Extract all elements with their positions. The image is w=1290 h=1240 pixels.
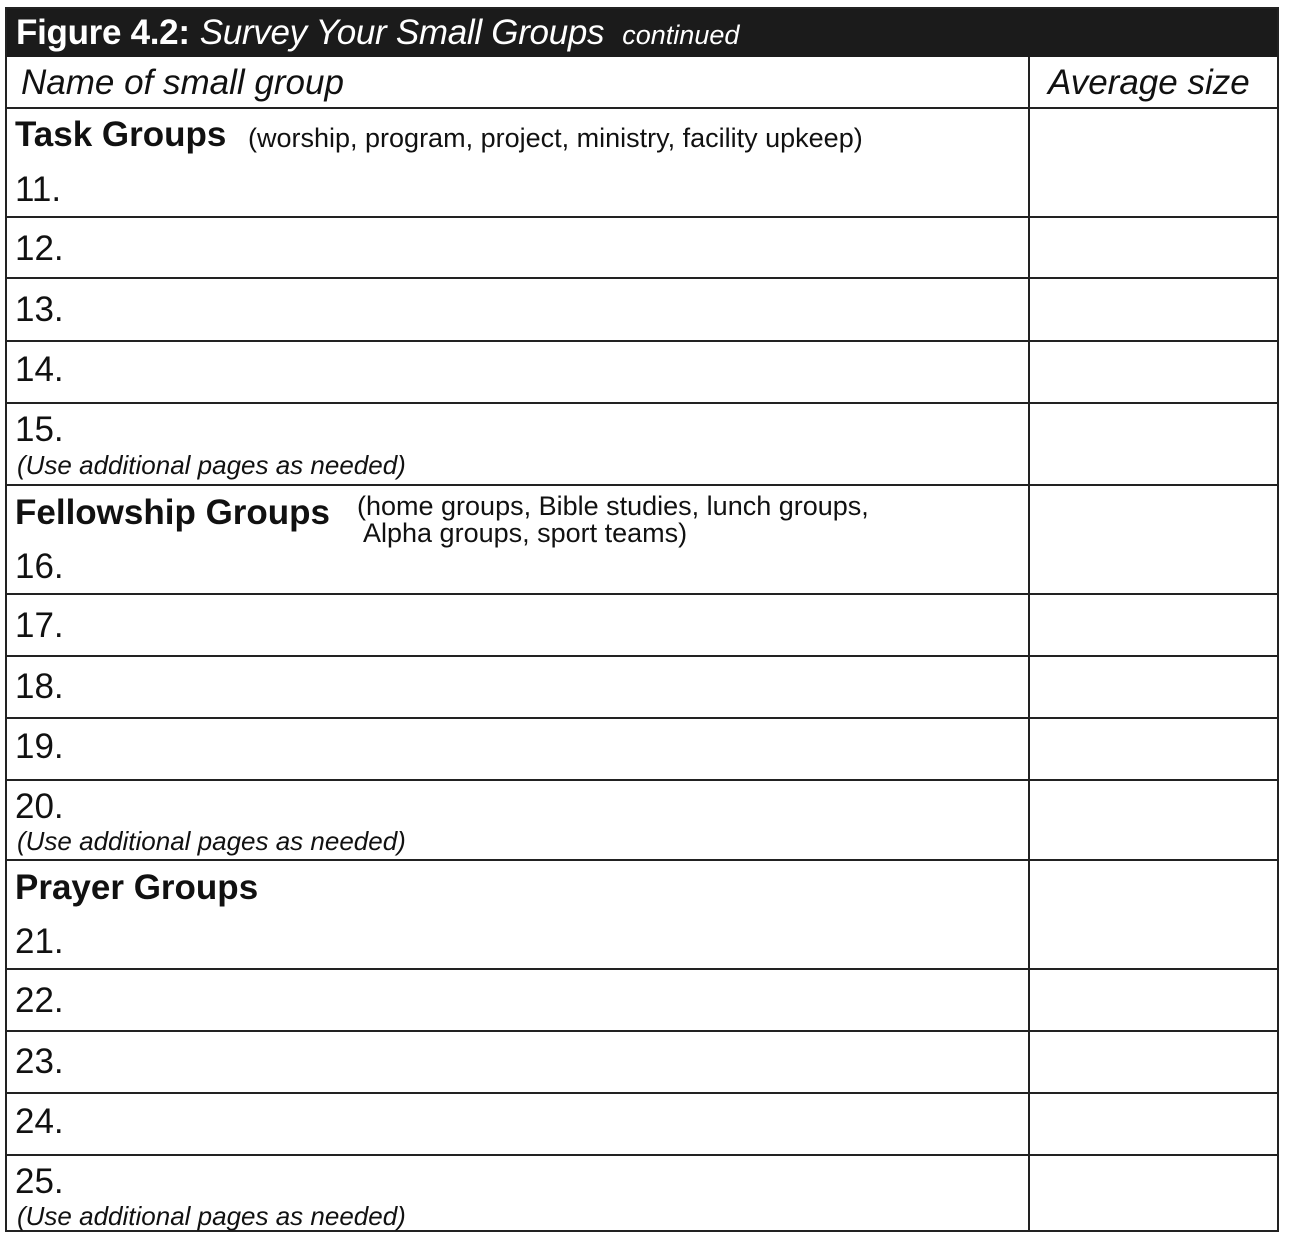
column-header-average-size: Average size — [1048, 63, 1250, 102]
section-description-fellowship-groups-line1: (home groups, Bible studies, lunch groups, — [357, 491, 869, 521]
section-title-prayer-groups: Prayer Groups — [15, 868, 259, 907]
row-number-18: 18. — [15, 667, 64, 706]
row-number-16: 16. — [15, 547, 64, 586]
row-number-21: 21. — [15, 922, 64, 961]
additional-pages-note: (Use additional pages as needed) — [17, 1201, 406, 1231]
row-divider — [7, 655, 1277, 657]
row-divider — [7, 216, 1277, 218]
figure-title-bar — [7, 9, 1277, 57]
row-number-22: 22. — [15, 981, 64, 1020]
survey-form — [5, 7, 1279, 1232]
row-number-13: 13. — [15, 290, 64, 329]
row-divider — [7, 1092, 1277, 1094]
row-divider — [7, 1154, 1277, 1156]
row-divider — [7, 277, 1277, 279]
row-number-14: 14. — [15, 350, 64, 389]
figure-title: Survey Your Small Groups — [199, 13, 605, 52]
row-divider — [7, 968, 1277, 970]
section-description-task-groups: (worship, program, project, ministry, facility upkeep) — [248, 123, 863, 153]
row-number-19: 19. — [15, 727, 64, 766]
row-number-11: 11. — [15, 170, 62, 209]
figure-label: Figure 4.2: — [16, 13, 190, 52]
section-divider — [7, 859, 1277, 861]
row-number-17: 17. — [15, 606, 64, 645]
row-divider — [7, 340, 1277, 342]
row-number-24: 24. — [15, 1102, 64, 1141]
figure-continued-label: continued — [622, 20, 740, 50]
row-number-20: 20. — [15, 787, 64, 826]
row-divider — [7, 593, 1277, 595]
column-header-name: Name of small group — [21, 63, 344, 102]
section-divider — [7, 484, 1277, 486]
section-title-fellowship-groups: Fellowship Groups — [15, 493, 331, 532]
row-number-15: 15. — [15, 410, 64, 449]
row-divider — [7, 402, 1277, 404]
row-divider — [7, 1030, 1277, 1032]
section-description-fellowship-groups-line2: Alpha groups, sport teams) — [363, 518, 688, 548]
row-divider — [7, 779, 1277, 781]
row-number-23: 23. — [15, 1042, 64, 1081]
row-number-12: 12. — [15, 229, 64, 268]
header-divider — [7, 107, 1277, 109]
additional-pages-note: (Use additional pages as needed) — [17, 826, 406, 856]
row-number-25: 25. — [15, 1162, 64, 1201]
additional-pages-note: (Use additional pages as needed) — [17, 450, 406, 480]
column-divider — [1028, 57, 1030, 1232]
section-title-task-groups: Task Groups — [15, 115, 227, 154]
row-divider — [7, 717, 1277, 719]
